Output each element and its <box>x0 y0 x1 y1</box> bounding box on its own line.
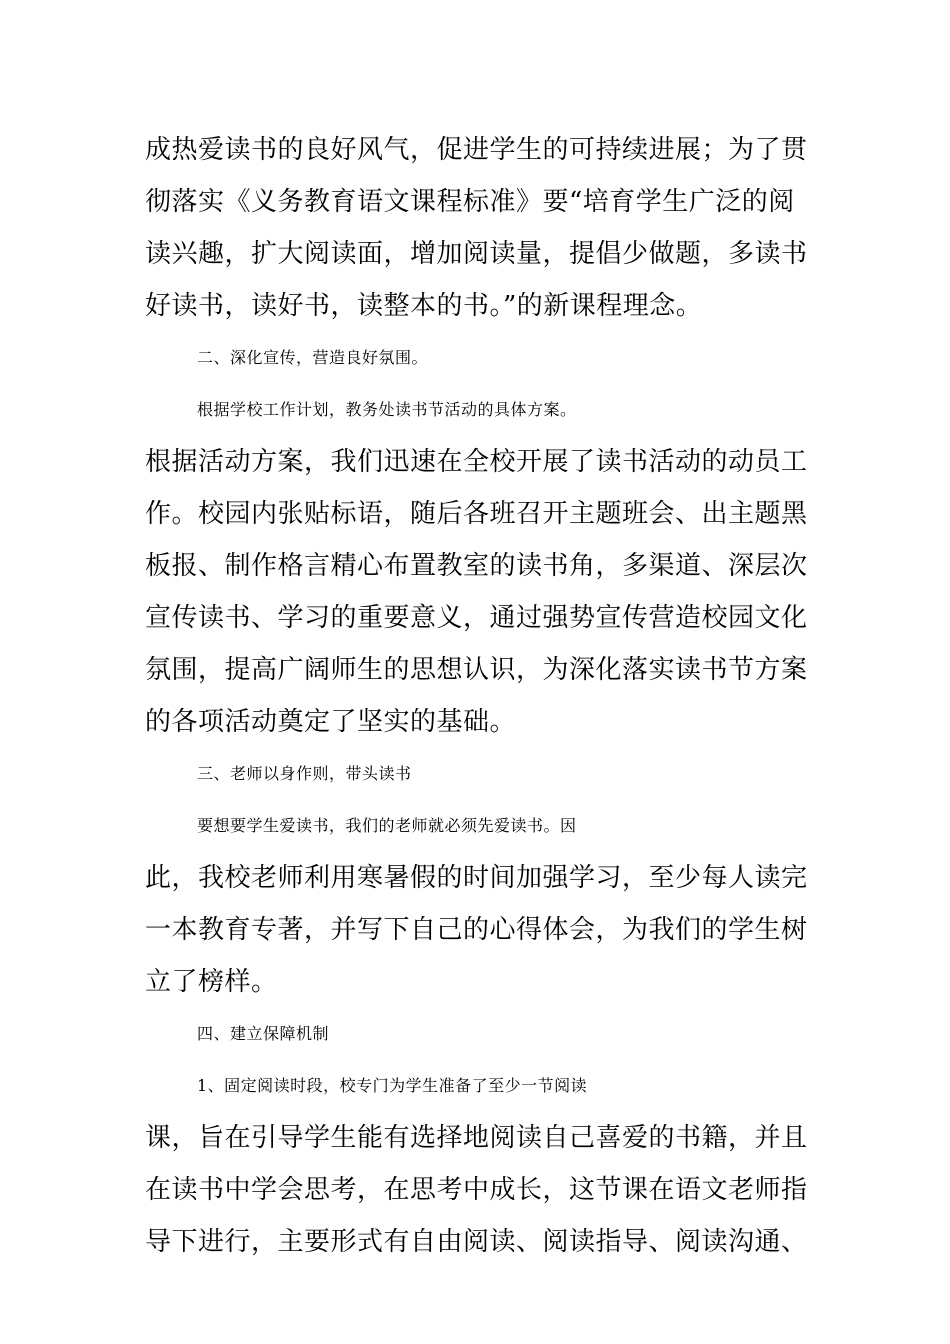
text-line: 一本教育专著，并写下自己的心得体会，为我们的学生树 <box>145 915 808 945</box>
text-line: 的各项活动奠定了坚实的基础。 <box>145 707 517 737</box>
section-heading: 三、老师以身作则，带头读书 <box>197 764 412 783</box>
text-line: 1、固定阅读时段，校专门为学生准备了至少一节阅读 <box>197 1076 588 1095</box>
text-line: 立了榜样。 <box>145 967 278 997</box>
text-line: 要想要学生爱读书，我们的老师就必须先爱读书。因 <box>197 816 577 835</box>
text-line: 成热爱读书的良好风气，促进学生的可持续进展；为了贯 <box>145 135 808 165</box>
text-line: 根据活动方案，我们迅速在全校开展了读书活动的动员工 <box>145 447 808 477</box>
text-line: 根据学校工作计划，教务处读书节活动的具体方案。 <box>197 400 577 419</box>
text-line: 课，旨在引导学生能有选择地阅读自己喜爱的书籍，并且 <box>145 1123 808 1153</box>
text-line: 彻落实《义务教育语文课程标准》要“培育学生广泛的阅 <box>145 187 795 217</box>
text-line: 导下进行，主要形式有自由阅读、阅读指导、阅读沟通、 <box>145 1227 808 1257</box>
text-line: 氛围，提高广阔师生的思想认识，为深化落实读书节方案 <box>145 655 808 685</box>
text-line: 此，我校老师利用寒暑假的时间加强学习，至少每人读完 <box>145 863 808 893</box>
text-line: 好读书，读好书，读整本的书。”的新课程理念。 <box>145 291 703 321</box>
text-line: 读兴趣，扩大阅读面，增加阅读量，提倡少做题，多读书 <box>145 239 808 269</box>
text-line: 宣传读书、学习的重要意义，通过强势宣传营造校园文化 <box>145 603 808 633</box>
text-line: 在读书中学会思考，在思考中成长，这节课在语文老师指 <box>145 1175 808 1205</box>
text-line: 作。校园内张贴标语，随后各班召开主题班会、出主题黑 <box>145 499 808 529</box>
section-heading: 四、建立保障机制 <box>197 1024 330 1043</box>
section-heading: 二、深化宣传，营造良好氛围。 <box>197 348 429 367</box>
text-line: 板报、制作格言精心布置教室的读书角，多渠道、深层次 <box>145 551 808 581</box>
